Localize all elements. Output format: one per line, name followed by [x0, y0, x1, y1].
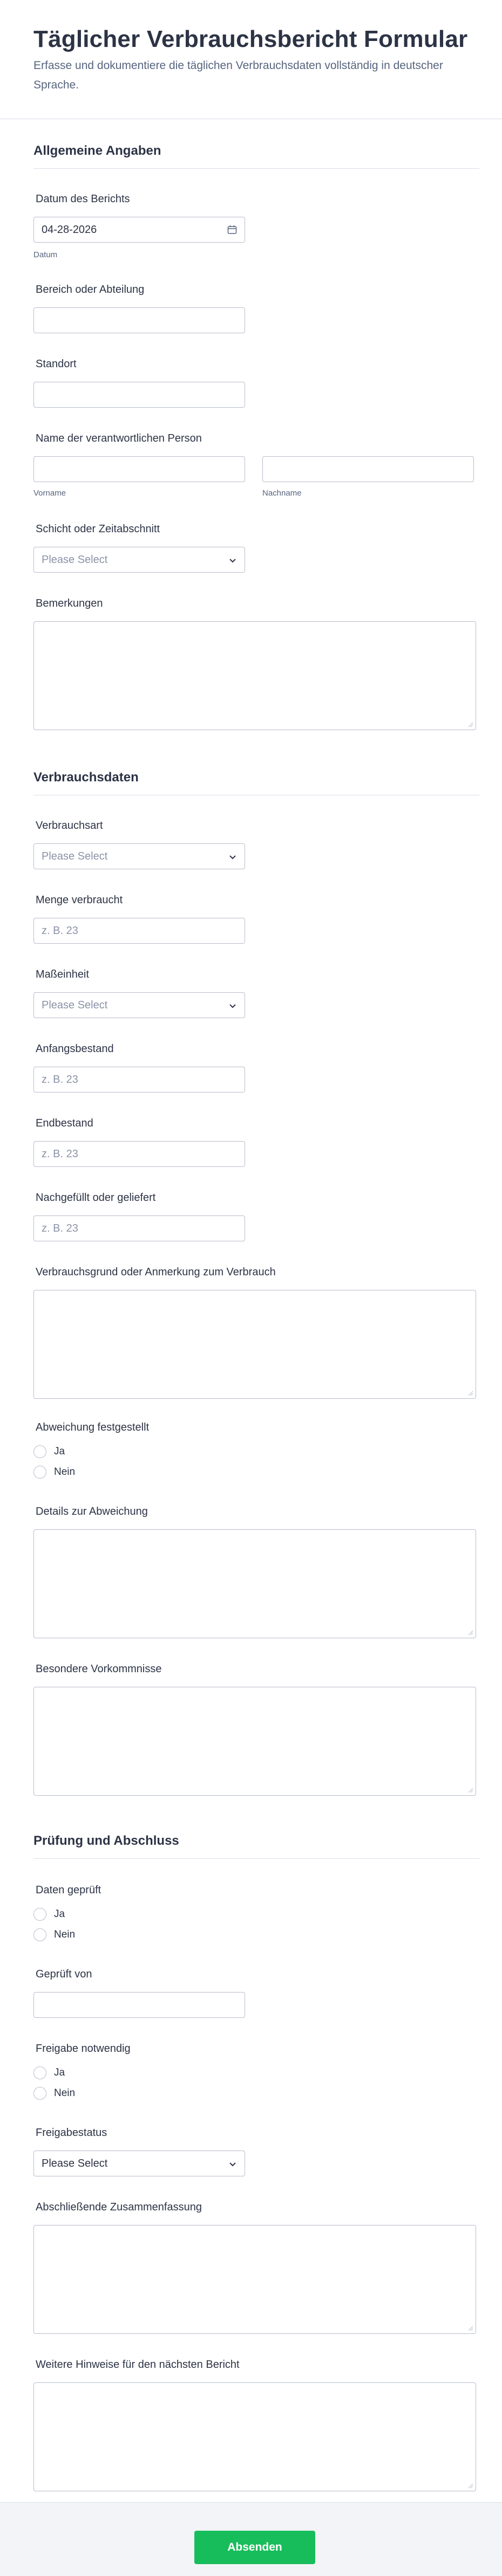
checked-by-label: Geprüft von	[36, 1968, 92, 1980]
department-input[interactable]	[33, 307, 245, 333]
notes-next-label: Weitere Hinweise für den nächsten Bericht	[36, 2359, 240, 2371]
responsible-label: Name der verantwortlichen Person	[36, 432, 202, 444]
approval-needed-option-yes[interactable]	[33, 2065, 65, 2080]
quantity-used-input[interactable]	[33, 918, 245, 944]
radio-button[interactable]	[33, 2087, 46, 2100]
deviation-option-yes[interactable]	[33, 1444, 65, 1459]
resize-grip-icon[interactable]	[467, 2325, 473, 2331]
radio-label: Ja	[54, 2067, 65, 2078]
radio-button[interactable]	[33, 1928, 46, 1941]
shift-select[interactable]	[33, 547, 245, 573]
section-title-consumption: Verbrauchsdaten	[33, 770, 139, 785]
summary-textarea[interactable]	[33, 2225, 476, 2334]
section-title-general: Allgemeine Angaben	[33, 143, 161, 158]
section-title-review: Prüfung und Abschluss	[33, 1833, 179, 1848]
last-name-input[interactable]	[262, 456, 474, 482]
radio-button[interactable]	[33, 1466, 46, 1479]
form-title: Täglicher Verbrauchsbericht Formular	[33, 26, 468, 52]
consumption-type-select[interactable]	[33, 843, 245, 869]
restocked-label: Nachgefüllt oder geliefert	[36, 1192, 156, 1204]
unit-placeholder: Please Select	[42, 999, 108, 1011]
chevron-down-icon	[228, 556, 237, 565]
approval-status-select[interactable]	[33, 2151, 245, 2176]
incidents-textarea[interactable]	[33, 1687, 476, 1796]
shift-label: Schicht oder Zeitabschnitt	[36, 523, 160, 535]
radio-label: Ja	[54, 1446, 65, 1457]
radio-label: Ja	[54, 1908, 65, 1920]
unit-select[interactable]	[33, 992, 245, 1018]
deviation-details-label: Details zur Abweichung	[36, 1506, 148, 1517]
deviation-label: Abweichung festgestellt	[36, 1421, 150, 1433]
deviation-details-textarea[interactable]	[33, 1529, 476, 1638]
approval-status-value: Please Select	[42, 2157, 108, 2169]
department-label: Bereich oder Abteilung	[36, 284, 145, 296]
reason-textarea[interactable]	[33, 1290, 476, 1399]
chevron-down-icon	[228, 853, 237, 861]
opening-stock-input[interactable]	[33, 1067, 245, 1093]
quantity-used-placeholder: z. B. 23	[42, 924, 78, 937]
approval-needed-label: Freigabe notwendig	[36, 2043, 131, 2055]
chevron-down-icon	[228, 1001, 237, 1010]
radio-button[interactable]	[33, 1908, 46, 1921]
checked-by-input[interactable]	[33, 1992, 245, 2018]
form-header	[0, 0, 502, 119]
unit-label: Maßeinheit	[36, 968, 89, 980]
approval-needed-option-no[interactable]	[33, 2086, 75, 2101]
data-checked-option-yes[interactable]	[33, 1907, 65, 1922]
location-input[interactable]	[33, 382, 245, 408]
data-checked-option-no[interactable]	[33, 1927, 75, 1942]
opening-stock-placeholder: z. B. 23	[42, 1073, 78, 1086]
radio-label: Nein	[54, 1466, 76, 1478]
report-date-label: Datum des Berichts	[36, 193, 130, 205]
report-date-input[interactable]	[33, 217, 245, 243]
remarks-textarea[interactable]	[33, 621, 476, 730]
deviation-option-no[interactable]	[33, 1465, 75, 1480]
first-name-sublabel: Vorname	[33, 489, 66, 498]
closing-stock-placeholder: z. B. 23	[42, 1148, 78, 1160]
location-label: Standort	[36, 358, 77, 370]
section-divider	[33, 1858, 479, 1859]
resize-grip-icon[interactable]	[467, 1390, 473, 1396]
last-name-sublabel: Nachname	[262, 489, 302, 498]
consumption-type-placeholder: Please Select	[42, 850, 108, 862]
shift-placeholder: Please Select	[42, 553, 108, 566]
data-checked-label: Daten geprüft	[36, 1884, 101, 1896]
resize-grip-icon[interactable]	[467, 1787, 473, 1793]
radio-label: Nein	[54, 2087, 76, 2099]
reason-label: Verbrauchsgrund oder Anmerkung zum Verbrauch	[36, 1266, 276, 1278]
first-name-input[interactable]	[33, 456, 245, 482]
restocked-placeholder: z. B. 23	[42, 1222, 78, 1234]
opening-stock-label: Anfangsbestand	[36, 1043, 114, 1055]
report-date-value: 04-28-2026	[42, 223, 97, 236]
summary-label: Abschließende Zusammenfassung	[36, 2201, 202, 2213]
radio-label: Nein	[54, 1929, 76, 1940]
resize-grip-icon[interactable]	[467, 2482, 473, 2489]
section-divider	[33, 168, 479, 169]
approval-status-label: Freigabestatus	[36, 2127, 107, 2139]
chevron-down-icon	[228, 2160, 237, 2168]
form-subtitle: Erfasse und dokumentiere die täglichen Verbrauchsdaten vollständig in deutscher Sprache.	[33, 59, 443, 91]
quantity-used-label: Menge verbraucht	[36, 894, 123, 906]
consumption-type-label: Verbrauchsart	[36, 820, 103, 832]
restocked-input[interactable]	[33, 1215, 245, 1241]
resize-grip-icon[interactable]	[467, 721, 473, 727]
radio-button[interactable]	[33, 1445, 46, 1458]
remarks-label: Bemerkungen	[36, 597, 103, 609]
submit-button[interactable]: Absenden	[194, 2531, 315, 2564]
closing-stock-label: Endbestand	[36, 1117, 93, 1129]
notes-next-textarea[interactable]	[33, 2382, 476, 2491]
resize-grip-icon[interactable]	[467, 1629, 473, 1636]
closing-stock-input[interactable]	[33, 1141, 245, 1167]
calendar-icon[interactable]	[227, 225, 237, 235]
report-date-sublabel: Datum	[33, 250, 58, 259]
radio-button[interactable]	[33, 2066, 46, 2079]
incidents-label: Besondere Vorkommnisse	[36, 1663, 162, 1675]
